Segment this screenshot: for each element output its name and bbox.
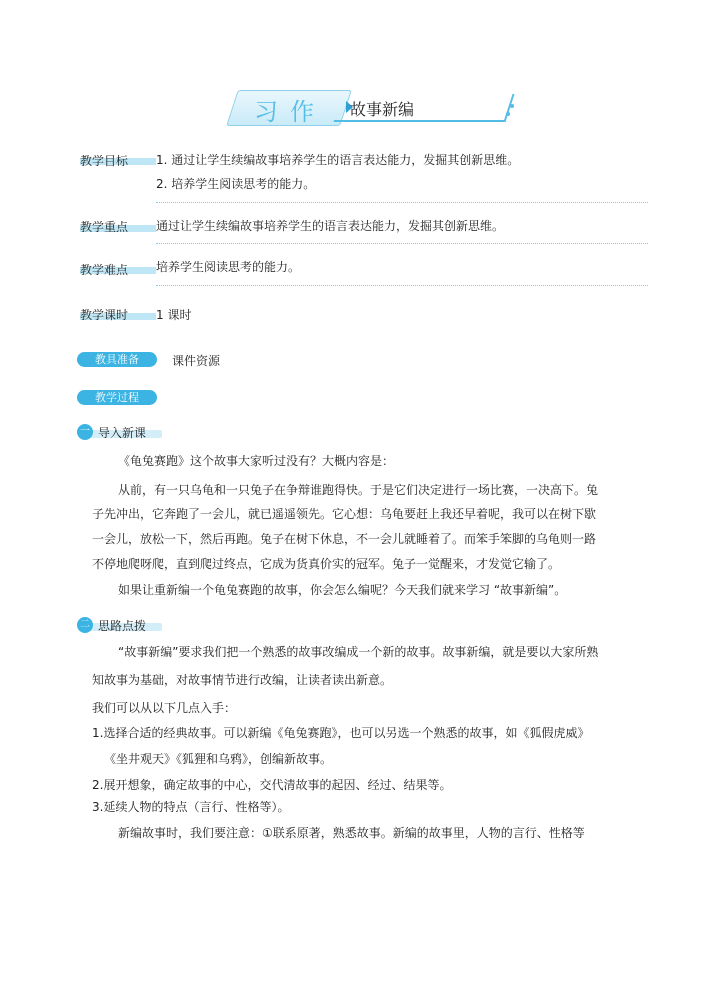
- divider: [156, 243, 648, 244]
- paragraph-line: 3.延续人物的特点（言行、性格等）。: [92, 800, 290, 814]
- prep-text: 课件资源: [172, 354, 221, 368]
- hours-text: 1 课时: [156, 308, 192, 322]
- paragraph-line: 《坐井观天》《狐狸和乌鸦》，创编新故事。: [104, 752, 333, 766]
- paragraph-line: 不停地爬呀爬，直到爬过终点，它成为货真价实的冠军。兔子一觉醒来，才发觉它输了。: [92, 557, 561, 571]
- page-subtitle: 故事新编: [350, 100, 415, 119]
- goals-label: 教学目标: [80, 154, 129, 168]
- difficulty-label: 教学难点: [80, 263, 129, 277]
- goal-item: 2. 培养学生阅读思考的能力。: [156, 177, 316, 191]
- paragraph-line: 一会儿，放松一下，然后再跑。兔子在树下休息，不一会儿就睡着了。而笨手笨脚的乌龟则一路: [92, 532, 597, 546]
- paragraph-line: 2.展开想象，确定故事的中心，交代清故事的起因、经过、结果等。: [92, 778, 452, 792]
- paragraph-line: 《龟兔赛跑》这个故事大家听过没有？大概内容是：: [118, 454, 395, 468]
- dots-decoration: [504, 104, 516, 124]
- paragraph-line: 新编故事时，我们要注意：①联系原著，熟悉故事。新编的故事里，人物的言行、性格等: [118, 826, 585, 840]
- focus-label: 教学重点: [80, 220, 129, 234]
- goal-item: 1. 通过让学生续编故事培养学生的语言表达能力，发掘其创新思维。: [156, 153, 520, 167]
- section1-number: 一: [77, 424, 93, 440]
- paragraph-line: “故事新编”要求我们把一个熟悉的故事改编成一个新的故事。故事新编，就是要以大家所熟: [118, 645, 599, 659]
- paragraph-line: 从前，有一只乌龟和一只兔子在争辩谁跑得快。于是它们决定进行一场比赛，一决高下。兔: [118, 483, 599, 497]
- paragraph-line: 我们可以从以下几点入手：: [92, 701, 237, 715]
- section2-title: 思路点拨: [98, 619, 147, 633]
- paragraph-line: 如果让重新编一个龟兔赛跑的故事，你会怎么编呢？今天我们就来学习 “故事新编”。: [118, 583, 567, 597]
- title-banner: [232, 90, 510, 128]
- page-title: 习作: [254, 98, 326, 126]
- focus-text: 通过让学生续编故事培养学生的语言表达能力，发掘其创新思维。: [156, 219, 505, 233]
- paragraph-line: 知故事为基础，对故事情节进行改编，让读者读出新意。: [92, 673, 393, 687]
- difficulty-text: 培养学生阅读思考的能力。: [156, 260, 301, 274]
- paragraph-line: 1.选择合适的经典故事。可以新编《龟兔赛跑》，也可以另选一个熟悉的故事，如《狐假虎威》: [92, 726, 590, 740]
- process-pill: 教学过程: [77, 390, 157, 405]
- hours-label: 教学课时: [80, 308, 129, 322]
- paragraph-line: 子先冲出，它奔跑了一会儿，就已遥遥领先。它心想：乌龟要赶上我还早着呢，我可以在树下歇: [92, 507, 597, 521]
- divider: [156, 285, 648, 286]
- section2-number: 二: [77, 617, 93, 633]
- divider: [156, 202, 648, 203]
- prep-pill: 教具准备: [77, 352, 157, 367]
- section1-title: 导入新课: [98, 426, 147, 440]
